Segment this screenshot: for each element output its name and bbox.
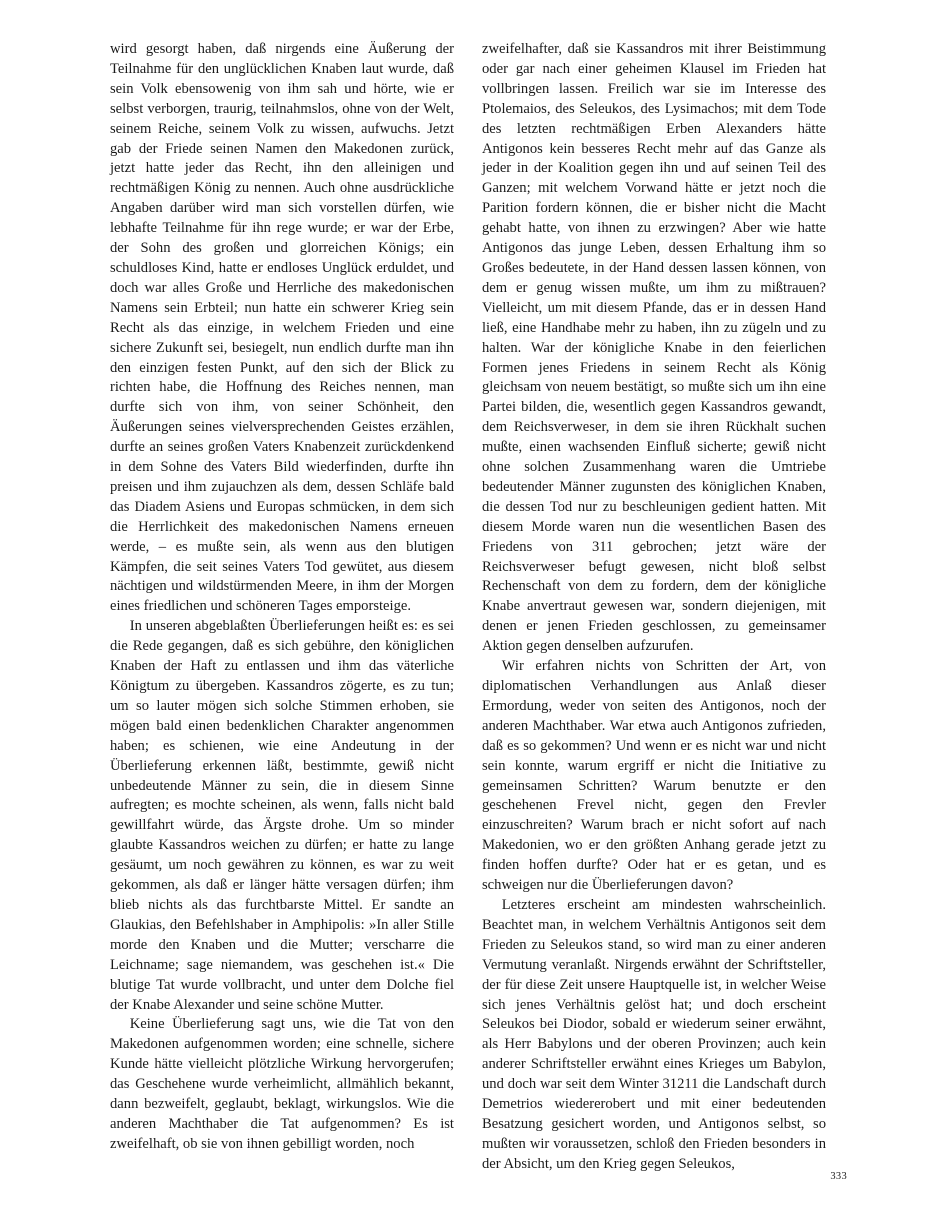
paragraph: In unseren abgeblaßten Überlieferungen heißt es: es sei die Rede gegangen, daß es sich gebühre, den königlichen Knaben der Haft zu entlassen und ihm das väterliche Königtum zu übergeben. Kassandros zögerte, es zu tun; um so lauter mögen sich solche Stimmen erhoben, sie mögen bald einen bedenklichen Charakter angenommen haben; es schienen, wie eine Andeutung in der Überlieferung erkennen läßt, bestimmte, gewiß nicht unbedeutende Männer zu sein, die in diesem Sinne aufregten; es mochte scheinen, als wenn, falls nicht bald gewillfahrt würde, das Ärgste drohe. Um so minder glaubte Kassandros weichen zu dürfen; er hatte zu lange gesäumt, um noch gewähren zu können, es war zu weit gekommen, als daß er länger hätte versagen dürfen; ihm blieb nichts als das furchtbarste Mittel. Er sandte an Glaukias, den Befehlshaber in Amphipolis: »In aller Stille morde den Knaben und die Mutter; verscharre die Leichname; sage niemandem, was geschehen ist.« Die blutige Tat wurde vollbracht, und unter dem Dolche fiel der Knabe Alexander und seine schöne Mutter. — [110, 618, 454, 1013]
paragraph: wird gesorgt haben, daß nirgends eine Äußerung der Teilnahme für den unglücklichen Knaben laut wurde, daß sein Volk ebensowenig von ihm sah und hörte, wie er selbst verborgen, traurig, teilnahmslos, ohne von der Welt, seinem Reiche, seinem Volk zu wissen, aufwuchs. Jetzt gab der Friede seinen Namen den Makedonen zurück, jetzt hatte jeder das Recht, ihn den alleinigen und rechtmäßigen König zu nennen. Auch ohne ausdrückliche Angaben darüber wird man sich vorstellen dürfen, wie lebhafte Teilnahme für ihn rege wurde; er war der Erbe, der Sohn des großen und glorreichen Königs; ein schuldloses Kind, hatte er endloses Unglück erduldet, und doch war alles Große und Herrliche des makedonischen Namens sein Erbteil; nun hatte ein schwerer Krieg sein Recht als das einzige, in welchem Frieden und eine sichere Zukunft sei, besiegelt, nun endlich durfte man ihn den einzigen festen Punkt, auf den sich der Blick zu richten habe, die Hoffnung des Reiches nennen, man durfte sich von ihm, von seiner Schönheit, den Äußerungen seines vielversprechenden Geistes erzählen, durfte an seines großen Vaters Knabenzeit zurückdenkend in dem Sohne des Vaters Bild wiederfinden, durfte ihn preisen und ihm zujauchzen als dem, dessen Schläfe bald das Diadem Asiens und Europas schmücken, in dem sich die Herrlichkeit des makedonischen Namens erneuen werde, – es mußte sein, als wenn aus den blutigen Kämpfen, die seit seines Vaters Tod gewütet, aus diesem nächtigen und wildstürmenden Meere, in ihm der Morgen eines friedlichen und schöneren Tages emporsteige. — [110, 41, 454, 615]
text-columns — [110, 40, 826, 1172]
left-column — [110, 40, 454, 1150]
paragraph: zweifelhafter, daß sie Kassandros mit ihrer Beistimmung oder gar nach einer geheimen Klausel im Frieden hat vollbringen lassen. Freilich war sie im Interesse des Ptolemaios, des Seleukos, des Lysimachos; mit dem Tode des letzten rechtmäßigen Erben Alexanders hätte Antigonos kein besseres Recht mehr auf das Ganze als jeder in der Koalition gegen ihn und auf seinen Teil des Ganzen; mit welchem Vorwand hätte er jetzt noch die Parition fordern können, die er bisher nicht die Macht gehabt hatte, von ihnen zu erzwingen? Aber wie hatte Antigonos das junge Leben, dessen Erhaltung ihm so Großes bedeutete, in der Hand dessen lassen können, von dem er genug wissen mußte, um ihm zu mißtrauen? Vielleicht, um mit diesem Pfande, das er in dessen Hand ließ, eine Handhabe mehr zu haben, ihn zu zügeln und zu halten. War der königliche Knabe in den feierlichen Formen jenes Friedens in seinem Recht als König gleichsam von neuem bestätigt, so mußte sich um ihn eine Partei bilden, die, wesentlich gegen Kassandros gewandt, dem Reichsverweser, in dem sie ihren Rückhalt suchen mußte, einen wachsenden Einfluß sicherte; gewiß nicht ohne solchen Zusammenhang waren die Umtriebe bedeutender Männer zugunsten des königlichen Knaben, die dessen Tod nur zu beschleunigen gedient hatten. Mit diesem Morde waren nun die wesentlichen Basen des Friedens von 311 gebrochen; jetzt wäre der Reichsverweser befugt gewesen, nicht bloß selbst Rechenschaft von dem zu fordern, dem der königliche Knabe anvertraut gewesen war, sondern diejenigen, mit denen er jenen Frieden geschlossen, zu gemeinsamer Aktion gegen denselben aufzurufen. — [482, 41, 826, 655]
right-column — [482, 40, 826, 1172]
page-number: 333 — [830, 1171, 847, 1182]
paragraph: Wir erfahren nichts von Schritten der Art, von diplomatischen Verhandlungen aus Anlaß dieser Ermordung, weder von seiten des Antigonos, noch der anderen Machthaber. War etwa auch Antigonos zufrieden, daß es so gekommen? Und wenn er es nicht war und nicht sein konnte, warum ergriff er nicht die Initiative zu gemeinsamen Schritten? Warum benutzte er den geschehenen Frevel nicht, gegen den Frevler einzuschreiten? Warum brach er nicht sofort auf nach Makedonien, wo er den größten Anhang gerade jetzt zu finden hoffen durfte? Oder hat er es getan, und es schweigen nur die Überlieferungen davon? — [482, 658, 826, 894]
paragraph: Letzteres erscheint am mindesten wahrscheinlich. Beachtet man, in welchem Verhältnis Antigonos seit dem Frieden zu Seleukos stand, so wird man zu einer anderen Vermutung veranlaßt. Nirgends erwähnt der Schriftsteller, der für diese Zeit unsere Hauptquelle ist, in welcher Weise sich jenes Verhältnis gelöst hat; und doch erscheint Seleukos bei Diodor, sobald er wiederum seiner erwähnt, als Herr Babylons und der oberen Provinzen; auch kein anderer Schriftsteller erwähnt eines Krieges um Babylon, und doch war seit dem Winter 31211 die Landschaft durch Demetrios wiedererobert und mit einer bedeutenden Besatzung gesichert worden, und Antigonos selbst, so mußten wir voraussetzen, schloß den Frieden besonders in der Absicht, um den Krieg gegen Seleukos, — [482, 896, 826, 1172]
paragraph: Keine Überlieferung sagt uns, wie die Tat von den Makedonen aufgenommen worden; eine schnelle, sichere Kunde hätte vielleicht plötzliche Wirkung hervorgerufen; das Geschehene wurde verheimlicht, allmählich bekannt, dann bezweifelt, geglaubt, beklagt, wirkungslos. Wie die anderen Machthaber die Tat aufgenommen? Es ist zweifelhaft, ob sie von ihnen gebilligt worden, noch — [110, 1016, 454, 1152]
